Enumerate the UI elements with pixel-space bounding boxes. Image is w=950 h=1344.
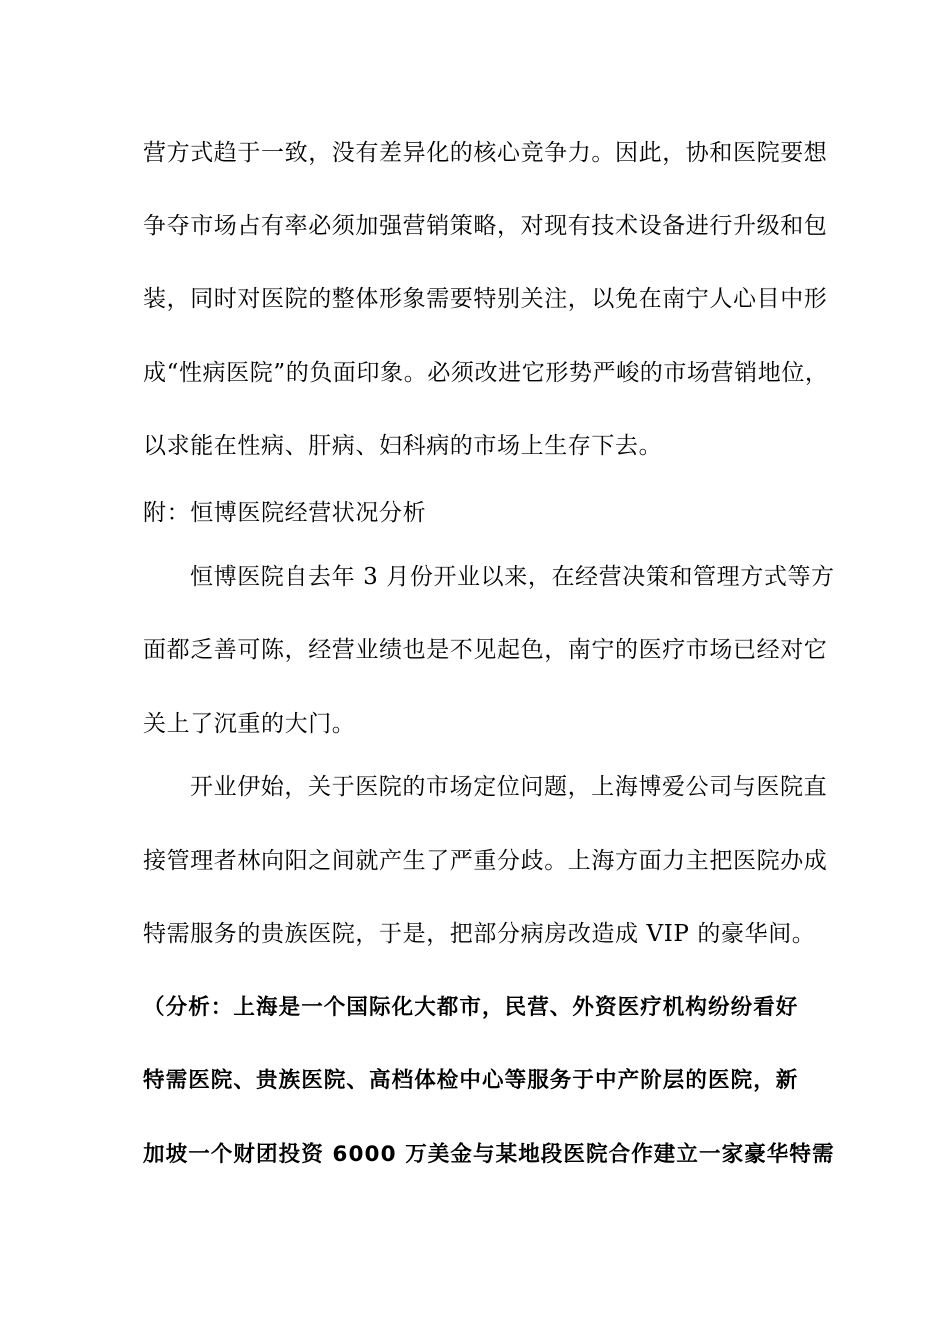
analysis-text-line: 特需医院、贵族医院、高档体检中心等服务于中产阶层的医院，新: [143, 1068, 799, 1093]
body-text-line: 恒博医院自去年 3 月份开业以来，在经营决策和管理方式等方: [190, 564, 835, 590]
body-text-line: 营方式趋于一致，没有差异化的核心竞争力。因此，协和医院要想: [143, 140, 828, 166]
body-text-line: 以求能在性病、肝病、妇科病的市场上生存下去。: [143, 433, 663, 459]
body-text-line: 装，同时对医院的整体形象需要特别关注，以免在南宁人心目中形: [143, 286, 828, 312]
analysis-text-line: （分析：上海是一个国际化大都市，民营、外资医疗机构纷纷看好: [143, 995, 799, 1020]
appendix-heading: 附：恒博医院经营状况分析: [143, 500, 427, 526]
body-text-line: 特需服务的贵族医院，于是，把部分病房改造成 VIP 的豪华间。: [143, 921, 816, 947]
analysis-text-line: 加坡一个财团投资 6000 万美金与某地段医院合作建立一家豪华特需: [143, 1142, 835, 1167]
body-text-line: 接管理者林向阳之间就产生了严重分歧。上海方面力主把医院办成: [143, 848, 828, 874]
body-text-line: 面都乏善可陈，经营业绩也是不见起色，南宁的医疗市场已经对它: [143, 637, 828, 663]
body-text-line: 成“性病医院”的负面印象。必须改进它形势严峻的市场营销地位，: [143, 360, 829, 386]
body-text-line: 争夺市场占有率必须加强营销策略，对现有技术设备进行升级和包: [143, 213, 828, 239]
body-text-line: 开业伊始，关于医院的市场定位问题，上海博爱公司与医院直: [190, 774, 828, 800]
body-text-line: 关上了沉重的大门。: [143, 711, 356, 737]
